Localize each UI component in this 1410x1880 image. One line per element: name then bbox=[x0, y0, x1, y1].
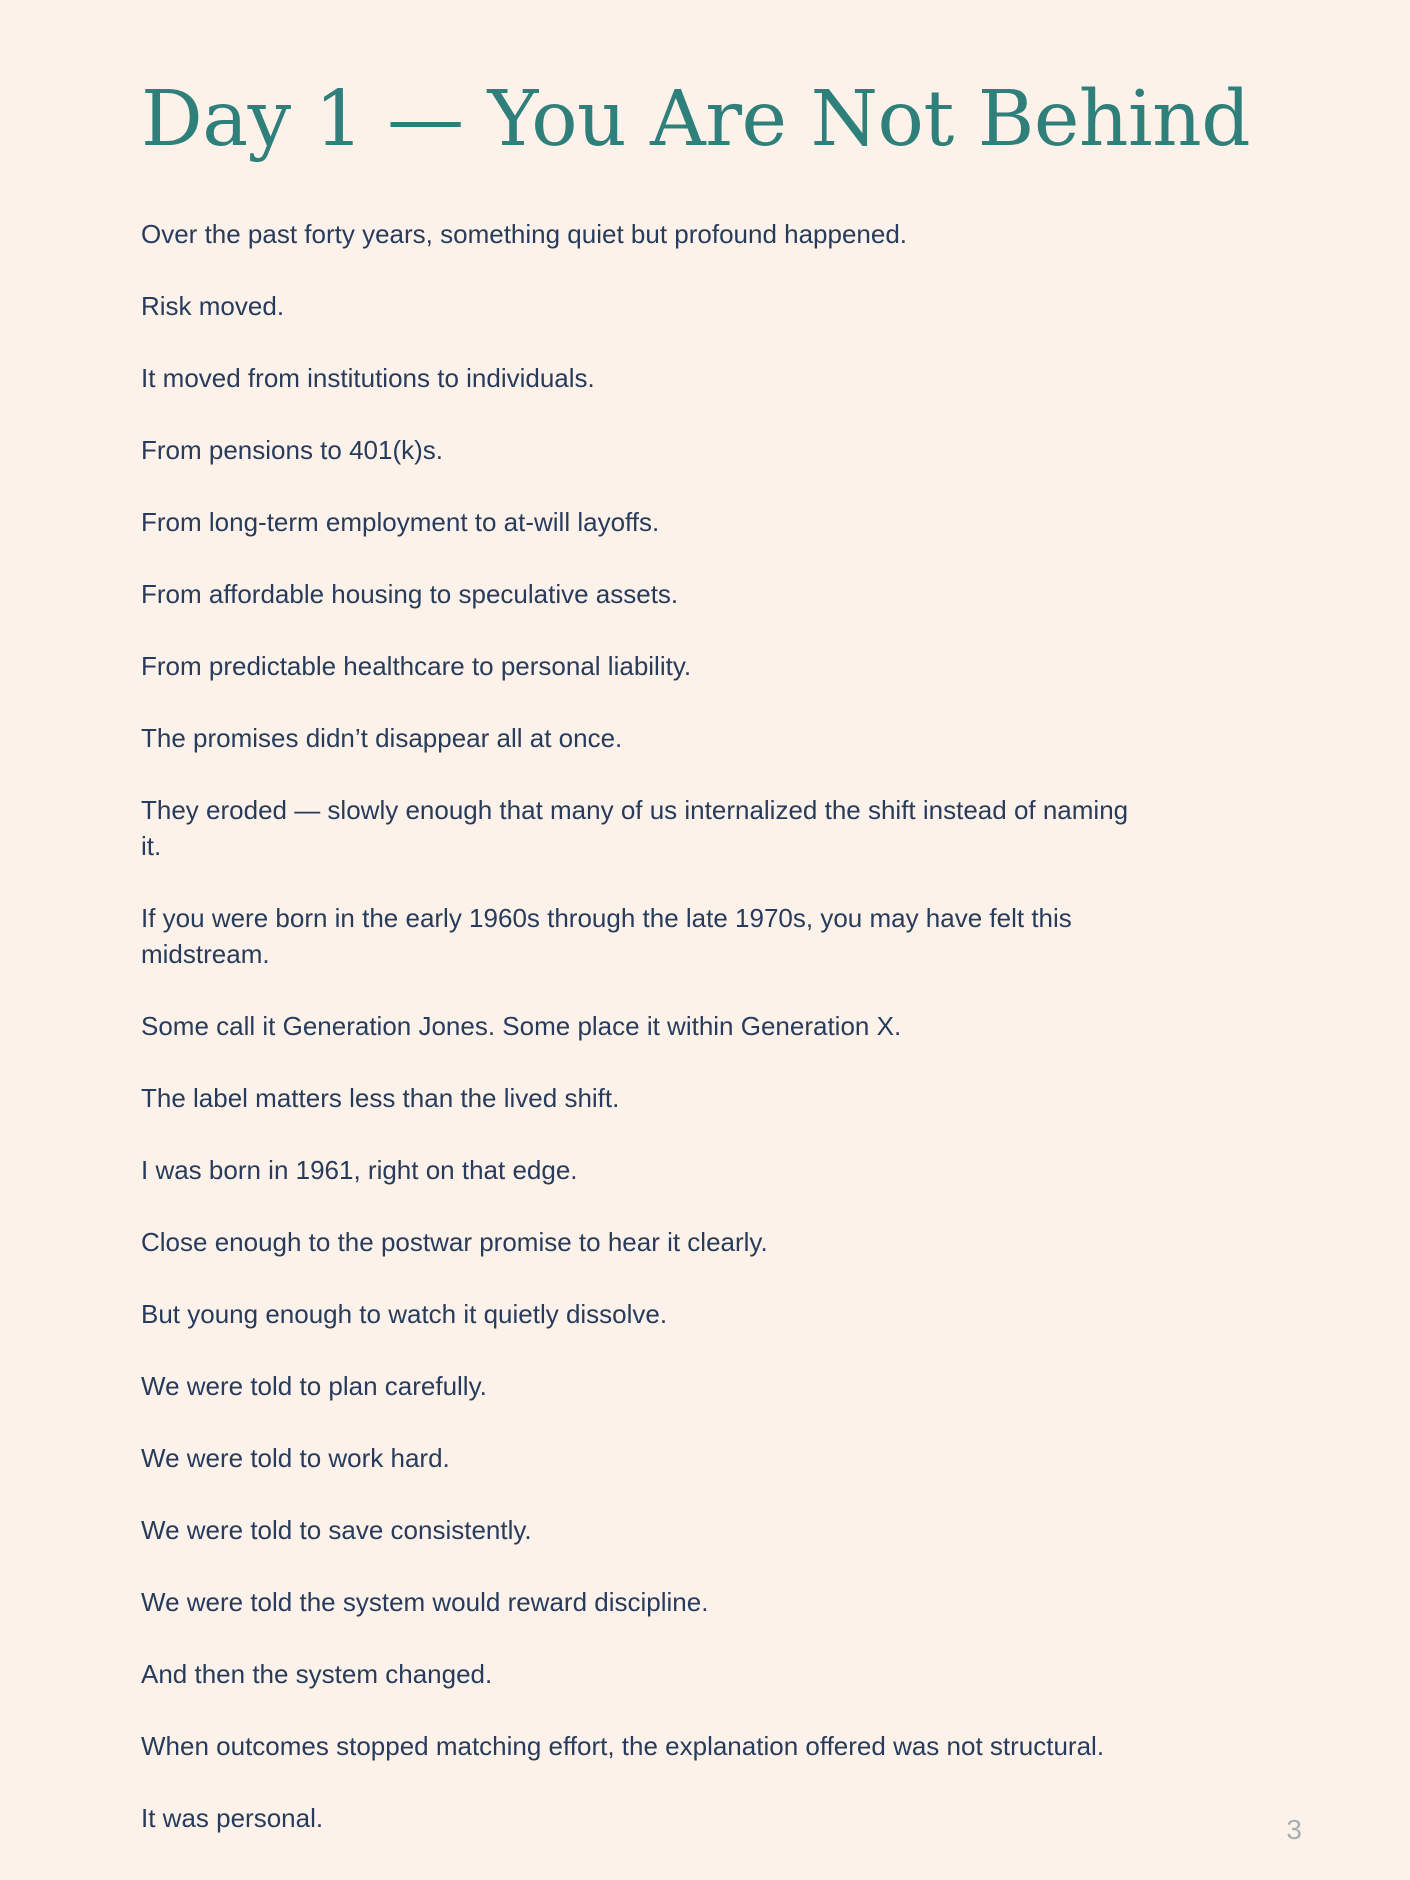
page-number: 3 bbox=[1286, 1814, 1302, 1845]
paragraph: We were told the system would reward discipline. bbox=[141, 1587, 709, 1617]
paragraph: Risk moved. bbox=[141, 291, 285, 321]
paragraph: The label matters less than the lived shift. bbox=[141, 1083, 620, 1113]
paragraph: I was born in 1961, right on that edge. bbox=[141, 1155, 578, 1185]
paragraph: Some call it Generation Jones. Some place it within Generation X. bbox=[141, 1011, 902, 1041]
paragraph: They eroded — slowly enough that many of us internalized the shift instead of naming it. bbox=[141, 795, 1129, 861]
paragraph: But young enough to watch it quietly dissolve. bbox=[141, 1299, 668, 1329]
paragraph: Over the past forty years, something quiet but profound happened. bbox=[141, 219, 908, 249]
document-body bbox=[141, 216, 1271, 1836]
paragraph: And then the system changed. bbox=[141, 1659, 493, 1689]
paragraph: From predictable healthcare to personal liability. bbox=[141, 651, 692, 681]
document-page bbox=[141, 70, 1271, 1872]
paragraph: We were told to work hard. bbox=[141, 1443, 450, 1473]
paragraph: It was personal. bbox=[141, 1803, 324, 1833]
paragraph: The promises didn’t disappear all at once. bbox=[141, 723, 623, 753]
paragraph: Close enough to the postwar promise to hear it clearly. bbox=[141, 1227, 768, 1257]
paragraph: From pensions to 401(k)s. bbox=[141, 435, 444, 465]
paragraph: When outcomes stopped matching effort, the explanation offered was not structural. bbox=[141, 1731, 1105, 1761]
paragraph: From affordable housing to speculative assets. bbox=[141, 579, 679, 609]
paragraph: From long-term employment to at-will layoffs. bbox=[141, 507, 660, 537]
page-title: Day 1 — You Are Not Behind bbox=[141, 75, 1250, 164]
paragraph: If you were born in the early 1960s through the late 1970s, you may have felt this midstream. bbox=[141, 903, 1072, 969]
paragraph: We were told to plan carefully. bbox=[141, 1371, 487, 1401]
paragraph: We were told to save consistently. bbox=[141, 1515, 532, 1545]
paragraph: It moved from institutions to individuals. bbox=[141, 363, 595, 393]
